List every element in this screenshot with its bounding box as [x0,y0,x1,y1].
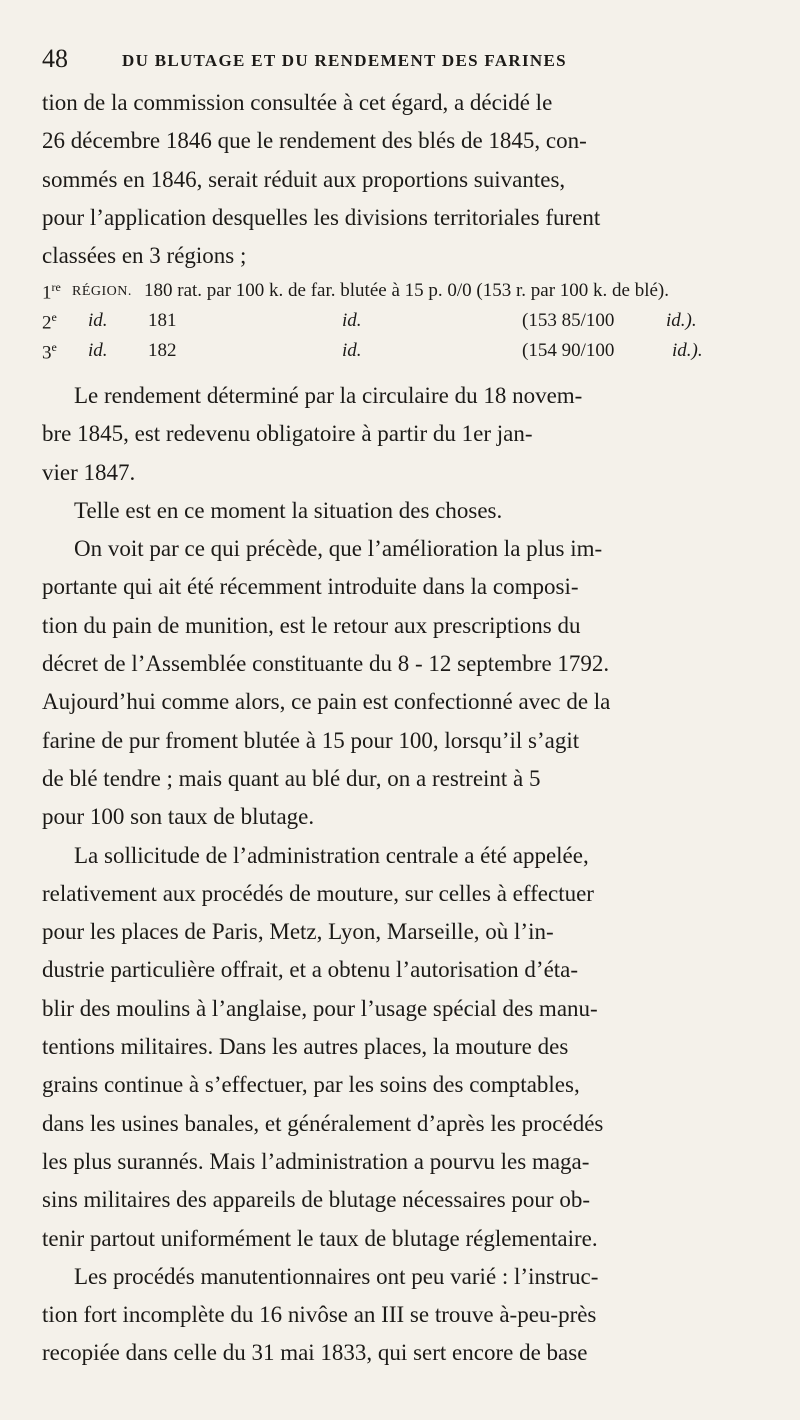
paragraph-line: pour 100 son taux de blutage. [42,804,315,830]
region-value: 181 [148,310,177,331]
paragraph-line: farine de pur froment blutée à 15 pour 100, lorsqu’il s’agit [42,727,580,753]
intro-paragraph [42,84,762,275]
ordinal-suffix: re [51,280,61,294]
paragraph-line: relativement aux procédés de mouture, sur celles à effectuer [42,880,594,906]
paragraph-line: portante qui ait été récemment introduite dans la composi- [42,574,579,600]
intro-line: pour l’application desquelles les divisions territoriales furent [42,204,601,230]
paragraph-line: La sollicitude de l’administration centrale a été appelée, [74,842,589,868]
paragraph-line: Telle est en ce moment la situation des choses. [74,497,503,523]
region-label: RÉGION. [72,284,132,299]
paragraph-line: dustrie particulière offrait, et a obtenu l’autorisation d’éta- [42,957,579,983]
intro-line: classées en 3 régions ; [42,243,247,269]
region-text: 180 rat. par 100 k. de far. blutée à 15 p. 0/0 (153 r. par 100 k. de blé). [144,280,669,301]
paragraph-line: décret de l’Assemblée constituante du 8 - 12 septembre 1792. [42,651,610,677]
paragraph-line: Les procédés manutentionnaires ont peu varié : l’instruc- [74,1263,599,1289]
region-row-3 [42,340,762,370]
paragraph-line: de blé tendre ; mais quant au blé dur, on a restreint à 5 [42,765,541,791]
paragraph-line: dans les usines banales, et généralement d’après les procédés [42,1110,604,1136]
region-end: id.). [672,340,703,361]
paragraph [42,1258,762,1373]
paragraph-line: Aujourd’hui comme alors, ce pain est confectionné avec de la [42,689,611,715]
paragraph-line: tentions militaires. Dans les autres places, la mouture des [42,1034,569,1060]
region-label: id. [88,310,108,331]
paragraph-line: vier 1847. [42,459,136,485]
region-row-2 [42,310,762,340]
region-value: 182 [148,340,177,361]
intro-line: tion de la commission consultée à cet égard, a décidé le [42,90,553,115]
region-ditto: id. [342,310,362,331]
region-ordinal [42,310,57,334]
paragraph [42,530,762,836]
region-row-1 [42,280,762,310]
intro-line: sommés en 1846, serait réduit aux proportions suivantes, [42,166,566,192]
paragraph [42,837,762,1258]
page-header [42,44,762,78]
region-ordinal [42,340,57,364]
region-end: id.). [666,310,697,331]
ordinal-number: 1 [42,282,52,304]
paragraph-line: tion fort incomplète du 16 nivôse an III se trouve à-peu-près [42,1302,597,1328]
running-title: DU BLUTAGE ET DU RENDEMENT DES FARINES [122,51,567,70]
paragraph-line: bre 1845, est redevenu obligatoire à partir du 1er jan- [42,421,533,447]
region-ditto: id. [342,340,362,361]
region-ordinal [42,280,61,304]
region-label: id. [88,340,108,361]
regions-table [42,280,762,370]
paragraph [42,377,762,492]
intro-line: 26 décembre 1846 que le rendement des blés de 1845, con- [42,128,587,154]
paragraph-line: Le rendement déterminé par la circulaire du 18 novem- [74,383,583,408]
ordinal-number: 3 [42,342,52,364]
paragraph-line: sins militaires des appareils de blutage nécessaires pour ob- [42,1187,591,1213]
paragraph-line: pour les places de Paris, Metz, Lyon, Marseille, où l’in- [42,919,554,945]
paragraph-line: tion du pain de munition, est le retour aux prescriptions du [42,612,581,638]
page-number: 48 [42,44,68,73]
ordinal-number: 2 [42,312,52,334]
paragraph-line: grains continue à s’effectuer, par les soins des comptables, [42,1072,580,1098]
paragraph [42,492,762,530]
body-text [42,377,762,1373]
ordinal-suffix: e [51,340,57,354]
paragraph-line: On voit par ce qui précède, que l’amélioration la plus im- [74,536,603,562]
paragraph-line: les plus surannés. Mais l’administration a pourvu les maga- [42,1148,590,1174]
region-ratio: (153 85/100 [522,310,615,331]
paragraph-line: recopiée dans celle du 31 mai 1833, qui sert encore de base [42,1340,588,1366]
ordinal-suffix: e [51,310,57,324]
paragraph-line: tenir partout uniformément le taux de blutage réglementaire. [42,1225,598,1251]
region-ratio: (154 90/100 [522,340,615,361]
paragraph-line: blir des moulins à l’anglaise, pour l’usage spécial des manu- [42,995,598,1021]
